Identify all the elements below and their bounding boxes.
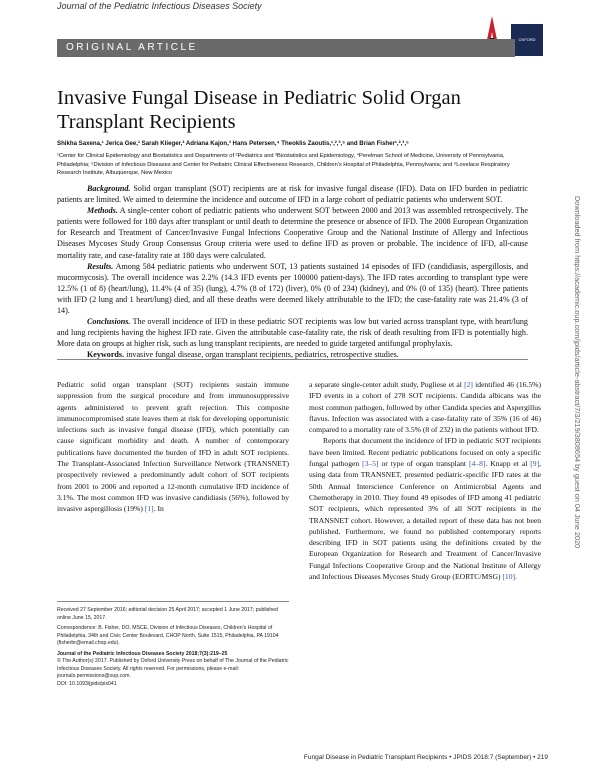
keywords-label: Keywords.	[87, 350, 125, 360]
article-type-label: ORIGINAL ARTICLE	[66, 42, 198, 53]
body-paragraph: a separate single-center adult study, Pugliese et al [2] identified 46 (16.5%) IFD events in a cohort of 278 SOT recipients. Candida albicans was the most common pathogen, followed by other Candida species and Aspergillus flavus. Infection was associated with a case-fatality rate of 35% (16 of 46) compared to a mortality rate of 3.5% (8 of 232) in the patients without IFD.	[309, 380, 541, 435]
abstract-results	[57, 261, 528, 316]
abstract-background	[57, 183, 528, 205]
download-notice-text: Downloaded from https://academic.oup.com/jpids/article-abstract/7/3/219/3808654 by guest on 04 June 2020	[573, 196, 582, 549]
methods-label: Methods.	[87, 206, 118, 216]
keywords-text: invasive fungal disease, organ transplant recipients, pediatrics, retrospective studies.	[126, 350, 399, 360]
footnotes	[57, 607, 289, 691]
background-label: Background.	[87, 184, 131, 193]
correspondence-note: Correspondence: B. Fisher, DO, MSCE, Division of Infectious Diseases, Children's Hospital of Philadelphia, 34th and Civic Center Boulevard, CHOP North, Suite 1515, Philadelphia, PA 19104 (fisherbr@email.chop.edu).	[57, 625, 279, 646]
download-notice	[573, 196, 588, 716]
citation-note: Journal of the Pediatric Infectious Diseases Society 2018;7(3):219–25 © The Author(s) 2017. Published by Oxford University Press on behalf of The Journal of the Pediatric Infectious Diseases Society. All rights reserved. For permissions, please e-mail: journals.permissions@oup.com. DOI: 10.1093/jpids/pix041	[57, 650, 289, 687]
results-text: Among 584 pediatric patients who underwent SOT, 13 patients sustained 14 episodes of IFD (candidiasis, aspergillosis, and mucormycosis). The overall incidence was 2.2% (14.3 IFD events per 100000 patient-days). The IFD rates according to transplant type were 12.5% (1 of 8) (heart/lung), 11.4% (4 of 35) (lung), 4.7% (8 of 172) (liver), 0% (0 of 234) (kidney), and 0% (0 of 135) (heart). Three patients with IFD (2 lung and 1 heart/lung) died, and all these deaths were deemed likely attributable to the IFD; the case-fatality rate was 21.4% (3 of 14).	[57, 261, 528, 316]
abstract-conclusions	[57, 316, 528, 349]
conclusions-label: Conclusions.	[87, 317, 131, 327]
abstract-divider	[57, 359, 528, 360]
body-right-column	[309, 379, 541, 582]
footnote-divider	[57, 601, 289, 602]
body-paragraph: Pediatric solid organ transplant (SOT) recipients sustain immune suppression from the surgical procedure and from immunosuppressive agents administered to prevent graft rejection. This composite immunocompromised state leaves them at risk for developing opportunistic infections such as invasive fungal disease (IFD), which potentially can cause significant morbidity and death. A number of contemporary publications have documented the burden of IFD in adult SOT recipients. The Transplant-Associated Infection Surveillance Network (TRANSNET) prospectively reviewed a predominantly adult cohort of SOT recipients from 2001 to 2006 and reported a 12-month cumulative IFD incidence of 3.1%. The most common IFD was invasive candidiasis (56%), followed by invasive aspergillosis (19%) [1]. In	[57, 380, 289, 514]
citation-link[interactable]: [1]	[144, 504, 154, 514]
affiliations: ¹Center for Clinical Epidemiology and Biostatistics and Departments of ²Pediatrics and ³Biostatistics and Epidemiology, ⁴Perelman School of Medicine, University of Pennsylvania, Philadelphia; ⁵Division of Infectious Diseases and Center for Pediatric Clinical Effectiveness Research, Children's Hospital of Philadelphia, Pennsylvania; and ⁶Lovelace Respiratory Research Institute, Albuquerque, New Mexico	[57, 153, 510, 177]
results-label: Results.	[87, 261, 114, 271]
body-left-column	[57, 379, 289, 515]
body-paragraph: Reports that document the incidence of IFD in pediatric SOT recipients have been limited. Recent pediatric publications focused on only a specific fungal pathogen [3–5] or type of organ transplant [4–8]. Knapp et al [9], using data from TRANSNET, presented pediatric-specific IFD rates at the 50th Annual Interscience Conference on Antimicrobial Agents and Chemotherapy in 2010. They found 49 episodes of IFD among 41 pediatric SOT recipients, which represented 3% of all SOT recipients in the TRANSNET cohort. However, a detailed report of these data has not been published. Furthermore, we found no published contemporary reports describing IFD in SOT patients using the definitions created by the European Organization for Research and Treatment of Cancer/Invasive Fungal Infections Cooperative Group and the National Institute of Allergy and Infectious Diseases Mycoses Study Group (EORTC/MSG) [10].	[309, 436, 542, 582]
background-text: Solid organ transplant (SOT) recipients are at risk for invasive fungal disease (IFD). Data on IFD burden in pediatric patients are limited. We aimed to determine the incidence and outcome of IFD in a large cohort of pediatric patients who underwent SOT.	[57, 184, 528, 205]
article-title: Invasive Fungal Disease in Pediatric Solid Organ Transplant Recipients	[57, 87, 461, 133]
oxford-logo: OXFORD	[511, 24, 543, 56]
abstract-methods	[57, 205, 528, 260]
page-footer: Fungal Disease in Pediatric Transplant Recipients • JPIDS 2018:7 (September) • 219	[303, 754, 548, 761]
citation-link[interactable]: [2]	[464, 380, 473, 389]
abstract	[57, 183, 528, 361]
author-list: Shikha Saxena,¹ Jerica Gee,¹ Sarah Klieger,² Adriana Kajon,³ Hans Petersen,⁴ Theoklis Zaoutis,¹,²,³,⁵ and Brian Fisher¹,²,³,⁵	[57, 140, 409, 147]
citation-link[interactable]: [3–5]	[362, 459, 379, 469]
citation-link[interactable]: [10]	[502, 572, 516, 582]
journal-name: Journal of the Pediatric Infectious Diseases Society	[57, 1, 262, 11]
citation-link[interactable]: [4–8]	[468, 459, 486, 469]
received-note: Received 27 September 2016; editorial decision 25 April 2017; accepted 1 June 2017; published online June 15, 2017.	[57, 607, 278, 621]
citation-link[interactable]: [9]	[530, 459, 540, 469]
methods-text: A single-center cohort of pediatric patients who underwent SOT between 2000 and 2013 was assembled retrospectively. The patients were followed for 180 days after transplant or until death to determine the presence or absence of IFD. The 2008 European Organization for Research and Treatment of Cancer/Invasive Fungal Infections Cooperative Group and the National Institute of Allergy and Infectious Diseases Mycoses Study Group Consensus Group criteria were used to define IFD as proven or probable. The incidence of IFD, all-cause mortality rate, and case-fatality rate at 180 days were calculated.	[57, 206, 528, 260]
conclusions-text: The overall incidence of IFD in these pediatric SOT recipients was low but varied across transplant type, with heart/lung and lung recipients having the highest IFD rate. Given the attributable case-fatality rate, the risk of death resulting from IFD is potentially high. More data on groups at higher risk, such as lung transplant recipients, are needed to guide targeted antifungal prophylaxis.	[57, 317, 528, 349]
